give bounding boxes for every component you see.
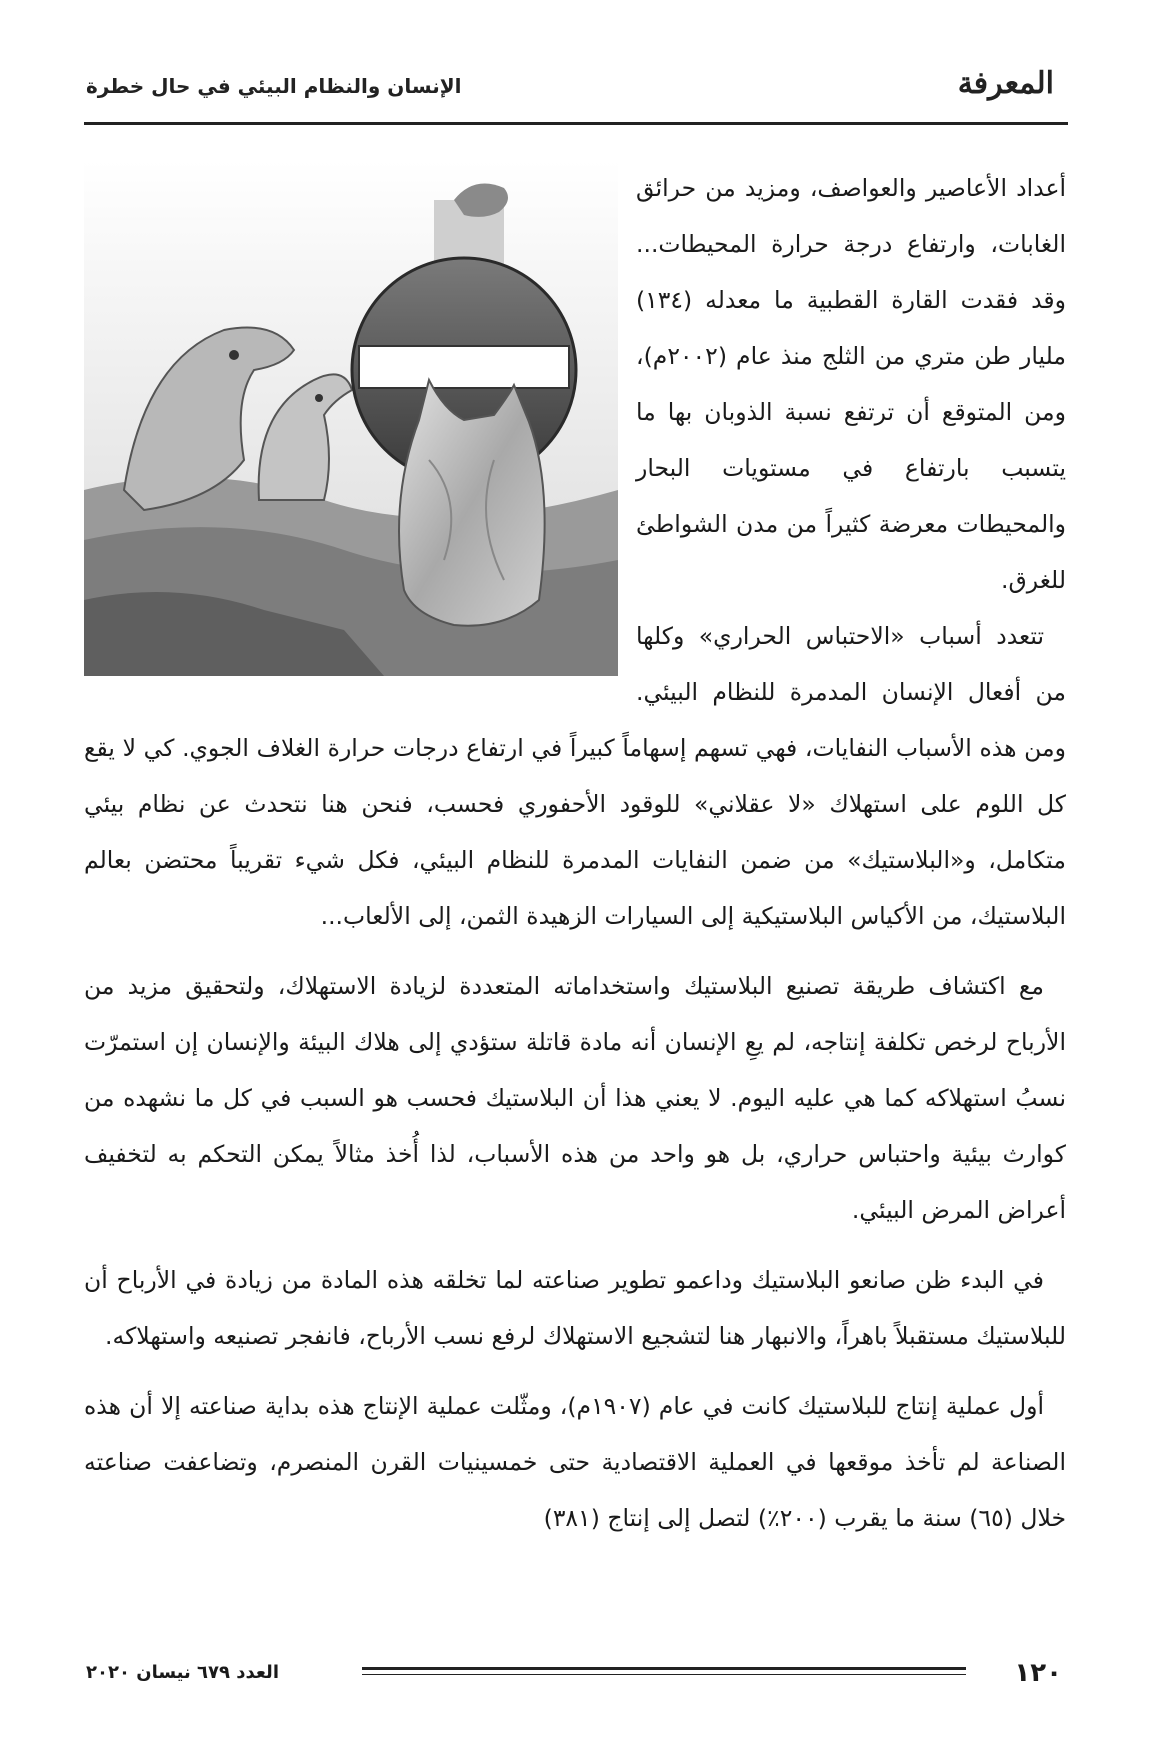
paragraph-5: أول عملية إنتاج للبلاستيك كانت في عام (١٩٠٧م)، ومثّلت عملية الإنتاج هذه بداية صناعته إلا أن هذه الصناعة لم تأخذ موقعها في العملية الاقتصادية حتى خمسينيات القرن المنصرم، وتضاعفت صناعته خلال (٦٥) سنة ما يقرب (٢٠٠٪) لتصل إلى إنتاج (٣٨١): [84, 1392, 1066, 1532]
magazine-logo: المعرفة: [957, 66, 1054, 101]
issue-info: العدد ٦٧٩ نيسان ٢٠٢٠: [86, 1662, 279, 1683]
paragraph-1: أعداد الأعاصير والعواصف، ومزيد من حرائق الغابات، وارتفاع درجة حرارة المحيطات... وقد فقدت القارة القطبية ما معدله (١٣٤) مليار طن متري من الثلج منذ عام (٢٠٠٢م)، ومن المتوقع أن ترتفع نسبة الذوبان بها ما يتسبب بارتفاع في مستويات البحار والمحيطات معرضة كثيراً من مدن الشواطئ للغرق.: [636, 174, 1066, 594]
page-number: ١٢٠: [1014, 1658, 1062, 1688]
footer-divider-thin: [362, 1674, 966, 1675]
figure-wrap-spacer: [84, 160, 636, 688]
header-divider: [84, 122, 1068, 125]
running-title: الإنسان والنظام البيئي في حال خطرة: [86, 74, 462, 98]
article-body: [84, 160, 1066, 1560]
paragraph-3: مع اكتشاف طريقة تصنيع البلاستيك واستخداماته المتعددة لزيادة الاستهلاك، ولتحقيق مزيد من الأرباح لرخص تكلفة إنتاجه، لم يعِ الإنسان أنه مادة قاتلة ستؤدي إلى هلاك البيئة والإنسان إن استمرّت نسبُ استهلاكه كما هي عليه اليوم. لا يعني هذا أن البلاستيك فحسب هو السبب في كل ما نشهده من كوارث بيئية واحتباس حراري، بل هو واحد من هذه الأسباب، لذا أُخذ مثالاً يمكن التحكم به لتخفيف أعراض المرض البيئي.: [84, 972, 1066, 1224]
paragraph-2: تتعدد أسباب «الاحتباس الحراري» وكلها من أفعال الإنسان المدمرة للنظام البيئي. ومن هذه الأسباب النفايات، فهي تسهم إسهاماً كبيراً في ارتفاع درجات حرارة الغلاف الجوي. كي لا يقع كل اللوم على استهلاك «لا عقلاني» للوقود الأحفوري فحسب، فنحن هنا نتحدث عن نظام بيئي متكامل، و«البلاستيك» من ضمن النفايات المدمرة للنظام البيئي، فكل شيء تقريباً محتضن بعالم البلاستيك، من الأكياس البلاستيكية إلى السيارات الزهيدة الثمن، إلى الألعاب...: [84, 622, 1066, 930]
footer-divider: [362, 1667, 966, 1670]
paragraph-4: في البدء ظن صانعو البلاستيك وداعمو تطوير صناعته لما تخلقه هذه المادة من زيادة في الأرباح أن للبلاستيك مستقبلاً باهراً، والانبهار هنا لتشجيع الاستهلاك لرفع نسب الأرباح، فانفجر تصنيعه واستهلاكه.: [84, 1266, 1066, 1350]
